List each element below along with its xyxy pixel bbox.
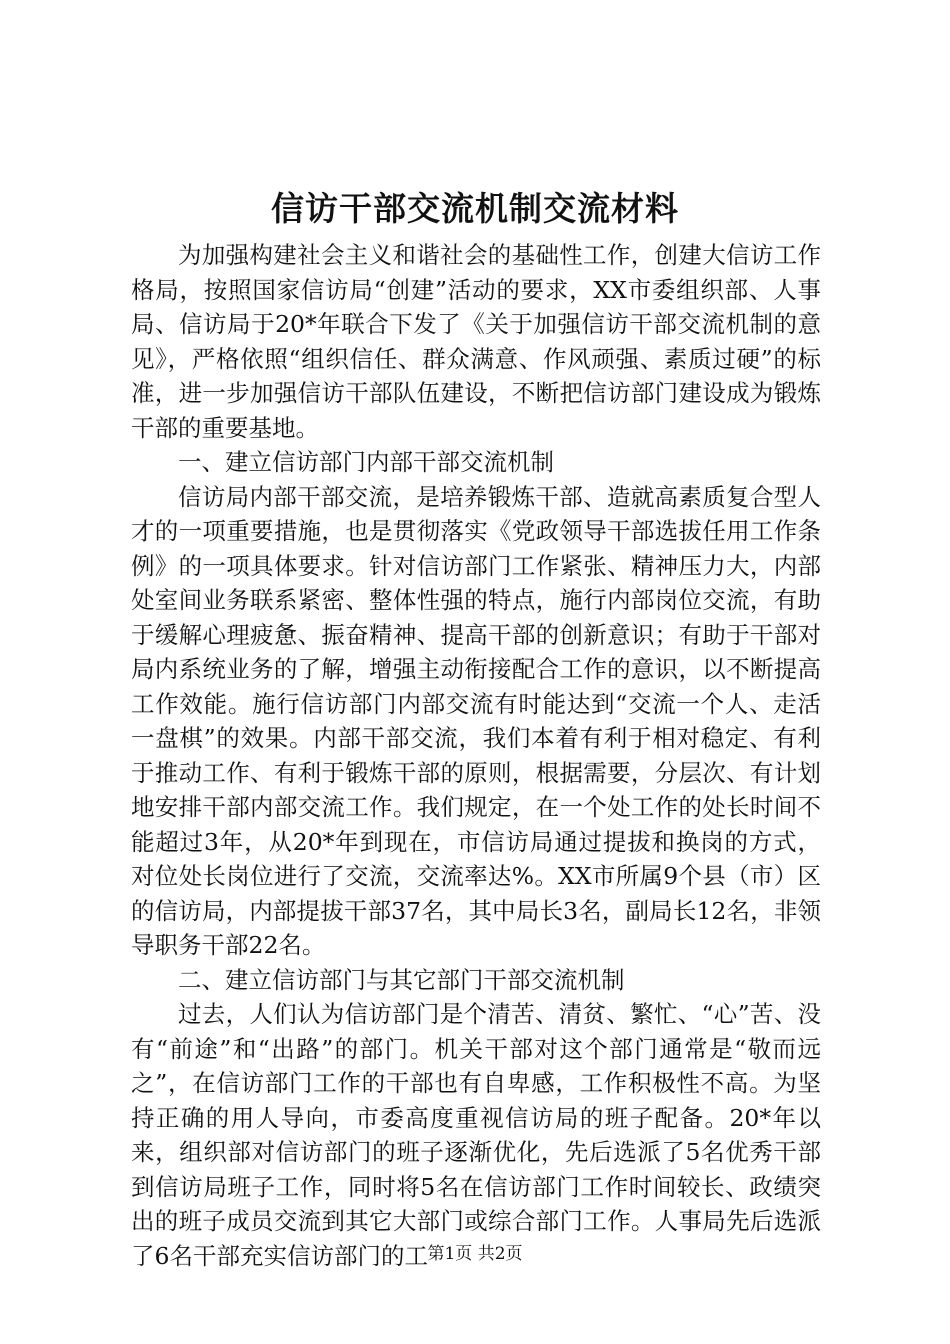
section-heading-2: 二、建立信访部门与其它部门干部交流机制 (178, 965, 625, 994)
page-number: 第1页 (427, 1244, 473, 1264)
paragraph-section-1: 信访局内部干部交流，是培养锻炼干部、造就高素质复合型人才的一项重要措施，也是贯彻落实《党政领导干部选拔任用工作条例》的一项具体要求。针对信访部门工作紧张、精神压力大，内部处室间业务联系紧密、整体性强的特点，施行内部岗位交流，有助于缓解心理疲惫、振奋精神、提高干部的创新意识；有助于干部对局内系统业务的了解，增强主动衔接配合工作的意识，以不断提高工作效能。施行信访部门内部交流有时能达到“交流一个人、走活一盘棋”的效果。内部干部交流，我们本着有利于相对稳定、有利于推动工作、有利于锻炼干部的原则，根据需要，分层次、有计划地安排干部内部交流工作。我们规定，在一个处工作的处长时间不能超过3年，从20*年到现在，市信访局通过提拔和换岗的方式，对位处长岗位进行了交流，交流率达%。XX市所属9个县（市）区的信访局，内部提拔干部37名，其中局长3名，副局长12名，非领导职务干部22名。 (131, 482, 821, 959)
paragraph-section-2: 过去，人们认为信访部门是个清苦、清贫、繁忙、“心”苦、没有“前途”和“出路”的部门。机关干部对这个部门通常是“敬而远之”，在信访部门工作的干部也有自卑感，工作积极性不高。为坚持正确的用人导向，市委高度重视信访局的班子配备。20*年以来，组织部对信访部门的班子逐渐优化，先后选派了5名优秀干部到信访局班子工作，同时将5名在信访部门工作时间较长、政绩突出的班子成员交流到其它大部门或综合部门工作。人事局先后选派了6名干部充实信访部门的工 (131, 1000, 821, 1270)
page-total: 共2页 (477, 1244, 523, 1264)
section-heading-1: 一、建立信访部门内部干部交流机制 (178, 448, 554, 476)
paragraph-intro: 为加强构建社会主义和谐社会的基础性工作，创建大信访工作格局，按照国家信访局“创建”活动的要求，XX市委组织部、人事局、信访局于20*年联合下发了《关于加强信访干部交流机制的意见》，严格依照“组织信任、群众满意、作风顽强、素质过硬”的标准，进一步加强信访干部队伍建设，不断把信访部门建设成为锻炼干部的重要基地。 (131, 241, 821, 442)
page-footer (0, 1242, 950, 1266)
document-body (131, 238, 821, 1273)
document-title: 信访干部交流机制交流材料 (271, 189, 679, 228)
